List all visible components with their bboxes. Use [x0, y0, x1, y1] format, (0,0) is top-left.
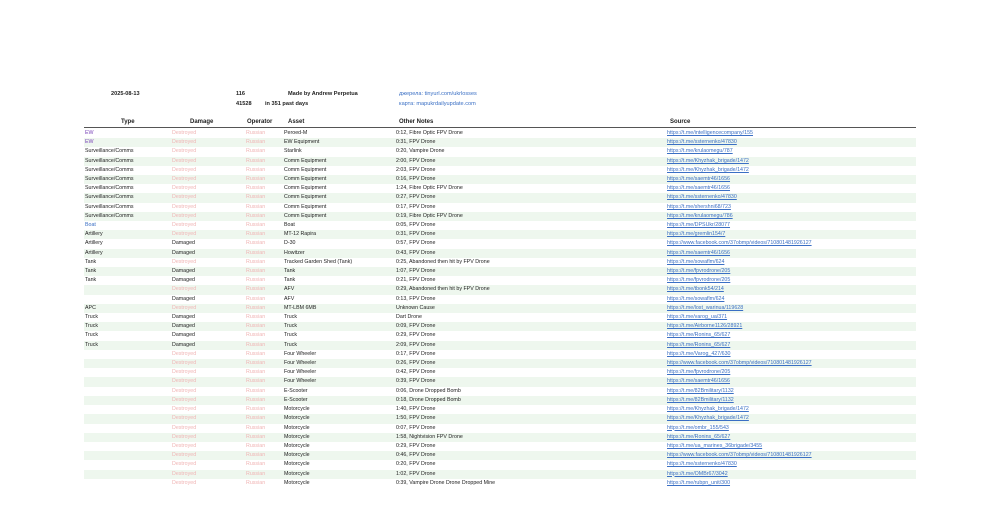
cell-asset: Howitzer	[283, 249, 395, 258]
cell-type	[84, 350, 171, 359]
cell-operator: Russian	[245, 451, 283, 460]
cell-operator: Russian	[246, 442, 266, 449]
cell-source[interactable]: https://t.me/Ronins_65/627	[666, 433, 916, 442]
cell-notes: 0:12, Fibre Optic FPV Drone	[396, 130, 463, 136]
cell-operator: Russian	[246, 406, 266, 413]
cell-asset: Four Wheeler	[283, 359, 395, 368]
table-row	[84, 405, 916, 414]
cell-asset: Motorcycle	[283, 414, 395, 423]
cell-source[interactable]: https://t.me/tbonk54/214	[666, 285, 916, 294]
cell-source[interactable]: https://t.me/Airborne1126/28921	[666, 322, 916, 331]
cell-operator: Russian	[246, 350, 266, 357]
cell-operator: Russian	[246, 461, 266, 468]
cell-type: Boat	[85, 222, 96, 229]
cell-damage: Destroyed	[171, 377, 245, 386]
cell-operator: Russian	[245, 470, 283, 479]
table-row	[84, 331, 916, 340]
table-row	[84, 230, 916, 239]
cell-damage: Destroyed	[171, 359, 245, 368]
table-row	[84, 221, 916, 230]
table-row	[84, 396, 916, 405]
table-row	[84, 414, 916, 423]
cell-asset: Motorcycle	[284, 424, 310, 431]
cell-operator: Russian	[245, 285, 283, 294]
cell-asset: E-Scooter	[283, 396, 395, 405]
cell-damage: Destroyed	[171, 304, 245, 313]
cell-operator: Russian	[246, 387, 266, 394]
cell-source[interactable]: https://www.facebook.com/37obmp/videos/710801481926127	[666, 451, 916, 460]
cell-type: Artillery	[84, 230, 171, 239]
table-row	[84, 460, 916, 469]
cell-source[interactable]: https://t.me/sowaflm/624	[667, 258, 725, 265]
cell-notes: 0:26, FPV Drone	[395, 359, 666, 368]
table-row	[84, 368, 916, 377]
cell-damage: Destroyed	[172, 442, 197, 449]
count-total: 116	[236, 91, 246, 97]
cell-type: APC	[84, 304, 171, 313]
cell-notes: 0:29, FPV Drone	[396, 442, 436, 449]
cell-notes: Dart Drone	[396, 314, 422, 321]
cell-source[interactable]: https://t.me/DPSUkr/28077	[667, 222, 731, 229]
cell-type	[84, 424, 171, 433]
cell-operator: Russian	[246, 369, 266, 376]
col-header-operator: Operator	[247, 119, 273, 125]
cell-asset: Comm Equipment	[284, 185, 327, 192]
cell-damage: Destroyed	[172, 222, 197, 229]
table-row	[84, 341, 916, 350]
author-credit: Made by Andrew Perpetua	[288, 91, 358, 97]
cell-operator: Russian	[246, 314, 266, 321]
cell-type	[84, 470, 171, 479]
cell-damage: Damaged	[172, 277, 195, 284]
cell-asset: Four Wheeler	[283, 377, 395, 386]
cell-source[interactable]: https://t.me/82Bmilitary/1132	[666, 396, 916, 405]
cell-notes: 1:07, FPV Drone	[395, 267, 666, 276]
cell-asset: Comm Equipment	[284, 166, 327, 173]
cell-notes: Unknown Cause	[395, 304, 666, 313]
cell-source[interactable]: https://t.me/gremlin154/7	[666, 230, 916, 239]
cell-notes: 0:29, FPV Drone	[396, 332, 436, 339]
cell-damage: Damaged	[171, 341, 245, 350]
cell-source[interactable]: https://t.me/shershni68/723	[667, 203, 731, 210]
losses-table	[84, 129, 916, 488]
cell-notes: 1:40, FPV Drone	[396, 406, 436, 413]
cell-source[interactable]: https://t.me/intelligencecompany/155	[667, 130, 753, 136]
cell-type: Surveillance/Comms	[84, 212, 171, 221]
cell-type	[84, 285, 171, 294]
cell-operator: Russian	[246, 424, 266, 431]
cell-operator: Russian	[246, 185, 266, 192]
cell-damage: Destroyed	[171, 138, 245, 147]
cell-notes: 0:42, FPV Drone	[396, 369, 436, 376]
cell-operator: Russian	[245, 414, 283, 423]
cell-source[interactable]: https://t.me/OMBr67/3042	[666, 470, 916, 479]
header-divider	[84, 127, 916, 128]
cell-type: Surveillance/Comms	[85, 166, 134, 173]
cell-notes: 1:50, FPV Drone	[395, 414, 666, 423]
cell-damage: Destroyed	[172, 479, 197, 486]
cell-operator: Russian	[246, 295, 266, 302]
cell-type: Tank	[84, 267, 171, 276]
cell-damage: Destroyed	[171, 396, 245, 405]
cell-notes: 1:24, Fibre Optic FPV Drone	[396, 185, 463, 192]
cell-type	[84, 460, 171, 469]
cell-notes: 0:43, FPV Drone	[395, 249, 666, 258]
cell-source[interactable]: https://t.me/krulaomegu/786	[666, 212, 916, 221]
cell-type	[84, 451, 171, 460]
cell-type	[84, 414, 171, 423]
cell-source[interactable]: https://t.me/saemtr46/1656	[666, 175, 916, 184]
cell-notes: 0:46, FPV Drone	[395, 451, 666, 460]
cell-operator: Russian	[245, 157, 283, 166]
losses-table-body	[84, 129, 916, 488]
table-row	[84, 470, 916, 479]
cell-type	[84, 368, 171, 377]
table-row	[84, 258, 916, 267]
table-row	[84, 193, 916, 202]
cell-source[interactable]: https://t.me/rubpn_unit/300	[667, 479, 731, 486]
col-header-source: Source	[670, 119, 691, 125]
cell-asset: Motorcycle	[283, 470, 395, 479]
table-row	[84, 377, 916, 386]
cell-asset: Motorcycle	[284, 479, 310, 486]
cell-operator: Russian	[245, 396, 283, 405]
cell-damage: Destroyed	[172, 461, 197, 468]
cell-operator: Russian	[245, 175, 283, 184]
cell-asset: Motorcycle	[284, 442, 310, 449]
cell-type: Tank	[85, 258, 97, 265]
cell-asset: AFV	[284, 295, 295, 302]
cell-notes: 0:05, FPV Drone	[396, 222, 436, 229]
cell-operator: Russian	[246, 240, 266, 247]
col-header-asset: Asset	[288, 119, 305, 125]
cell-source[interactable]: https://t.me/saemtr46/1656	[666, 249, 916, 258]
table-row	[84, 350, 916, 359]
table-row	[84, 212, 916, 221]
cell-asset: Tank	[284, 277, 296, 284]
cell-damage: Damaged	[171, 249, 245, 258]
cell-asset: Comm Equipment	[283, 212, 395, 221]
cell-asset: Truck	[284, 314, 298, 321]
cell-type	[84, 396, 171, 405]
cell-damage: Destroyed	[171, 157, 245, 166]
cell-type: Truck	[84, 341, 171, 350]
cell-type	[84, 405, 171, 414]
cell-source[interactable]: https://t.me/fpvrodrone/205	[667, 277, 731, 284]
cell-asset: Tracked Garden Shed (Tank)	[284, 258, 353, 265]
table-row	[84, 322, 916, 331]
cell-asset: Comm Equipment	[283, 175, 395, 184]
cell-asset: Four Wheeler	[284, 369, 317, 376]
table-row	[84, 285, 916, 294]
cell-notes: 0:17, FPV Drone	[396, 350, 436, 357]
cell-notes: 2:00, FPV Drone	[395, 157, 666, 166]
cell-asset: Tank	[283, 267, 395, 276]
cell-damage: Destroyed	[172, 369, 197, 376]
cell-source[interactable]: https://t.me/Khyzhak_brigade/1472	[666, 414, 916, 423]
cell-asset: Motorcycle	[284, 406, 310, 413]
table-row	[84, 479, 916, 488]
table-row	[84, 138, 916, 147]
cell-type: Surveillance/Comms	[85, 148, 134, 155]
cell-notes: 0:20, Vampire Drone	[396, 148, 445, 155]
cell-damage: Destroyed	[171, 470, 245, 479]
cell-type: Surveillance/Comms	[85, 203, 134, 210]
cell-damage: Destroyed	[172, 406, 197, 413]
sources-link[interactable]: джерела: tinyurl.com/ukrlosses	[399, 91, 477, 97]
cell-type: Surveillance/Comms	[84, 193, 171, 202]
table-row	[84, 424, 916, 433]
cell-source[interactable]: https://t.me/ssternenko/47830	[667, 461, 737, 468]
table-row	[84, 147, 916, 156]
cell-source[interactable]: https://t.me/Varog_427/630	[667, 350, 731, 357]
cell-asset: Motorcycle	[284, 461, 310, 468]
cell-source[interactable]: https://t.me/sowaflm/624	[667, 295, 725, 302]
cell-damage: Destroyed	[171, 230, 245, 239]
cell-asset: MT-LBM 6MB	[283, 304, 395, 313]
cell-type: EW	[84, 138, 171, 147]
cell-damage: Damaged	[171, 322, 245, 331]
cell-damage: Destroyed	[171, 433, 245, 442]
cell-damage: Destroyed	[171, 193, 245, 202]
cell-source[interactable]: https://t.me/Khyzhak_brigade/1472	[667, 406, 749, 413]
cell-source[interactable]: https://www.facebook.com/37obmp/videos/710801481926127	[667, 240, 812, 247]
cell-operator: Russian	[246, 130, 266, 136]
cell-type: Surveillance/Comms	[85, 185, 134, 192]
table-row	[84, 129, 916, 138]
cell-operator: Russian	[245, 322, 283, 331]
cell-damage: Destroyed	[172, 148, 197, 155]
cell-asset: Motorcycle	[283, 451, 395, 460]
table-row	[84, 442, 916, 451]
cell-damage: Destroyed	[171, 451, 245, 460]
table-row	[84, 295, 916, 304]
cell-operator: Russian	[245, 433, 283, 442]
report-date: 2025-08-13	[111, 91, 140, 97]
cell-damage: Destroyed	[172, 185, 197, 192]
cell-source[interactable]: https://t.me/Ronins_65/627	[666, 341, 916, 350]
period-label: in 351 past days	[265, 101, 309, 107]
cell-asset: MT-12 Rapira	[283, 230, 395, 239]
table-row	[84, 433, 916, 442]
cell-asset: Motorcycle	[283, 433, 395, 442]
cell-notes: 0:31, FPV Drone	[395, 230, 666, 239]
cell-asset: Peroed-M	[284, 130, 308, 136]
cell-asset: Comm Equipment	[283, 157, 395, 166]
map-link[interactable]: карта: mapukrdailyupdate.com	[399, 101, 476, 107]
col-header-type: Type	[121, 119, 135, 125]
cell-damage: Destroyed	[171, 414, 245, 423]
cell-source[interactable]: https://t.me/Khyzhak_brigade/1472	[666, 157, 916, 166]
cell-source[interactable]: https://t.me/fpvrodrone/205	[666, 267, 916, 276]
cell-notes: 0:57, FPV Drone	[396, 240, 436, 247]
cell-damage: Destroyed	[171, 285, 245, 294]
cell-operator: Russian	[246, 479, 266, 486]
cell-asset: Four Wheeler	[284, 350, 317, 357]
cell-operator: Russian	[245, 230, 283, 239]
cell-asset: Comm Equipment	[283, 193, 395, 202]
cell-source[interactable]: https://t.me/ua_marines_36brigade/3455	[667, 442, 763, 449]
cell-damage: Destroyed	[172, 350, 197, 357]
cell-type	[84, 377, 171, 386]
col-header-notes: Other Notes	[399, 119, 434, 125]
table-row	[84, 276, 916, 285]
cell-asset: Boat	[284, 222, 295, 229]
cell-notes: 0:18, Drone Dropped Bomb	[395, 396, 666, 405]
cell-damage: Destroyed	[171, 212, 245, 221]
cell-notes: 0:09, FPV Drone	[395, 322, 666, 331]
cell-asset: Comm Equipment	[284, 203, 327, 210]
cell-asset: EW Equipment	[283, 138, 395, 147]
cell-damage: Damaged	[172, 295, 195, 302]
cell-damage: Destroyed	[172, 166, 197, 173]
cell-type: Surveillance/Comms	[84, 175, 171, 184]
cell-source[interactable]: https://t.me/Ronins_65/627	[667, 332, 731, 339]
cell-source[interactable]: https://t.me/ssternenko/47830	[666, 193, 916, 202]
cell-notes: 0:06, Drone Dropped Bomb	[396, 387, 461, 394]
cell-notes: 0:21, FPV Drone	[396, 277, 436, 284]
cell-operator: Russian	[245, 138, 283, 147]
cell-asset: E-Scooter	[284, 387, 308, 394]
cell-type: Truck	[85, 332, 99, 339]
cell-notes: 2:09, FPV Drone	[395, 341, 666, 350]
table-row	[84, 166, 916, 175]
cell-asset: Starlink	[284, 148, 302, 155]
cell-operator: Russian	[245, 377, 283, 386]
table-row	[84, 313, 916, 322]
cell-notes: 0:19, Fibre Optic FPV Drone	[395, 212, 666, 221]
table-row	[84, 175, 916, 184]
cell-operator: Russian	[245, 359, 283, 368]
cell-type: EW	[85, 130, 94, 136]
cell-damage: Damaged	[172, 314, 195, 321]
table-row	[84, 203, 916, 212]
cell-operator: Russian	[245, 249, 283, 258]
table-row	[84, 157, 916, 166]
cell-operator: Russian	[246, 222, 266, 229]
cell-type	[84, 442, 171, 451]
cell-type: Tank	[85, 277, 97, 284]
cell-damage: Destroyed	[172, 258, 197, 265]
cell-damage: Damaged	[171, 267, 245, 276]
table-row	[84, 451, 916, 460]
cell-notes: 2:03, FPV Drone	[396, 166, 436, 173]
cell-type	[84, 295, 171, 304]
cell-type: Surveillance/Comms	[84, 157, 171, 166]
cell-operator: Russian	[245, 193, 283, 202]
cell-asset: Truck	[284, 332, 298, 339]
cell-asset: D-30	[284, 240, 296, 247]
cell-source[interactable]: https://t.me/krulaomegu/787	[667, 148, 733, 155]
table-row	[84, 184, 916, 193]
cell-notes: 0:16, FPV Drone	[395, 175, 666, 184]
cell-notes: 0:39, FPV Drone	[395, 377, 666, 386]
cell-notes: 0:29, Abandoned then hit by FPV Drone	[395, 285, 666, 294]
cell-notes: 0:31, FPV Drone	[395, 138, 666, 147]
cell-source[interactable]: https://t.me/saemtr46/1656	[667, 185, 731, 192]
cell-operator: Russian	[246, 277, 266, 284]
cell-source[interactable]: https://t.me/saemtr46/1656	[666, 377, 916, 386]
cell-asset: Truck	[283, 341, 395, 350]
table-row	[84, 267, 916, 276]
cell-operator: Russian	[245, 267, 283, 276]
cell-notes: 0:39, Vampire Drone Drone Dropped Mine	[396, 479, 496, 486]
cell-operator: Russian	[246, 203, 266, 210]
cell-notes: 0:13, FPV Drone	[396, 295, 436, 302]
cell-type: Artillery	[85, 240, 103, 247]
cell-source[interactable]: https://t.me/lost_warinua/119628	[666, 304, 916, 313]
cell-notes: 1:58, Nightvision FPV Drone	[395, 433, 666, 442]
cell-damage: Destroyed	[172, 203, 197, 210]
table-row	[84, 359, 916, 368]
cell-damage: Damaged	[172, 240, 195, 247]
cell-type	[84, 433, 171, 442]
col-header-damage: Damage	[190, 119, 214, 125]
table-row	[84, 249, 916, 258]
cell-type	[84, 359, 171, 368]
cell-type: Artillery	[84, 249, 171, 258]
cell-source[interactable]: https://t.me/ombr_155/543	[667, 424, 729, 431]
cell-damage: Destroyed	[172, 424, 197, 431]
count-period: 41528	[236, 101, 252, 107]
table-row	[84, 387, 916, 396]
cell-asset: AFV	[283, 285, 395, 294]
cell-operator: Russian	[246, 332, 266, 339]
cell-operator: Russian	[246, 148, 266, 155]
cell-damage: Destroyed	[172, 387, 197, 394]
cell-source[interactable]: https://t.me/82Bmilitary/1132	[667, 387, 734, 394]
cell-source[interactable]: https://www.facebook.com/37obmp/videos/710801481926127	[666, 359, 916, 368]
cell-operator: Russian	[245, 212, 283, 221]
cell-notes: 0:17, FPV Drone	[396, 203, 436, 210]
cell-notes: 0:07, FPV Drone	[396, 424, 436, 431]
cell-operator: Russian	[245, 304, 283, 313]
cell-notes: 0:20, FPV Drone	[396, 461, 436, 468]
cell-damage: Destroyed	[171, 175, 245, 184]
cell-notes: 0:27, FPV Drone	[395, 193, 666, 202]
cell-type	[84, 479, 171, 488]
cell-notes: 0:25, Abandoned then hit by FPV Drone	[396, 258, 490, 265]
cell-operator: Russian	[246, 258, 266, 265]
cell-operator: Russian	[245, 341, 283, 350]
cell-source[interactable]: https://t.me/Khyzhak_brigade/1472	[667, 166, 749, 173]
cell-operator: Russian	[246, 166, 266, 173]
cell-source[interactable]: https://t.me/varog_ua/371	[667, 314, 728, 321]
cell-damage: Damaged	[172, 332, 195, 339]
cell-source[interactable]: https://t.me/ssternenko/47830	[666, 138, 916, 147]
cell-type: Truck	[84, 322, 171, 331]
table-row	[84, 304, 916, 313]
cell-notes: 1:02, FPV Drone	[395, 470, 666, 479]
cell-asset: Truck	[283, 322, 395, 331]
cell-type	[84, 387, 171, 396]
cell-source[interactable]: https://t.me/fpvrodrone/205	[667, 369, 731, 376]
cell-damage: Destroyed	[172, 130, 197, 136]
cell-type: Truck	[85, 314, 99, 321]
table-row	[84, 239, 916, 248]
